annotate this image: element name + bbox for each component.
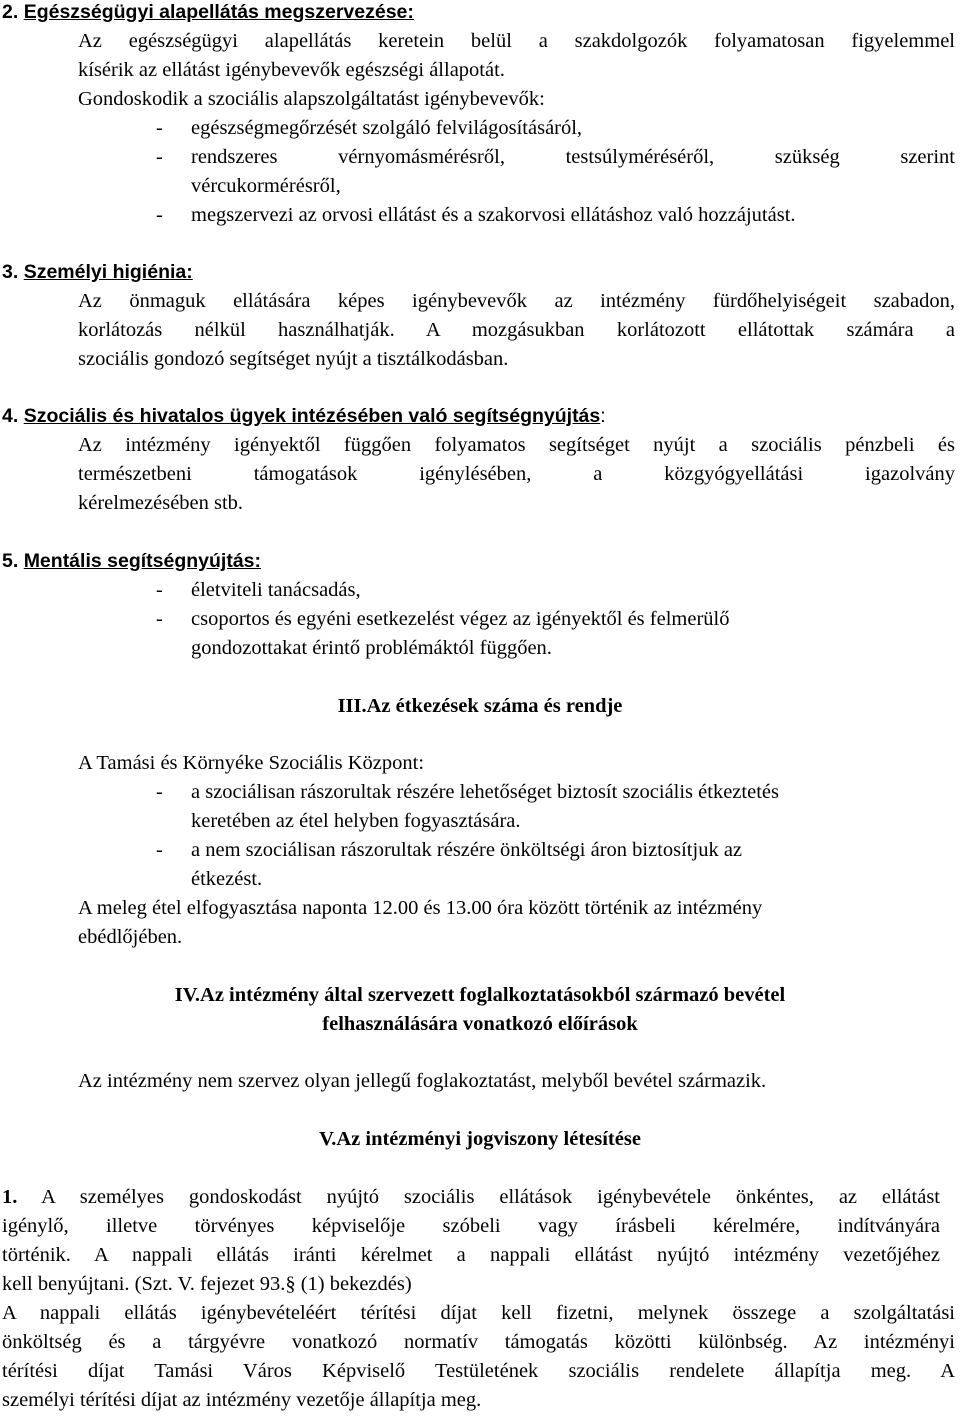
bullet-text: keretében az étel helyben fogyasztására. <box>191 810 521 832</box>
item-number: 1. <box>2 1186 18 1208</box>
section-title: Egészségügyi alapellátás megszervezése: <box>23 1 414 23</box>
bullet-dash: - <box>156 781 163 803</box>
section-title: Személyi higiénia: <box>23 261 193 283</box>
chapter-5-title: V.Az intézményi jogviszony létesítése <box>319 1128 641 1150</box>
paragraph-line: Az önmaguk ellátására képes igénybevevők az intézmény fürdőhelyiségeit szabadon, <box>78 290 955 312</box>
bullet-text: életviteli tanácsadás, <box>191 579 361 601</box>
paragraph-line: természetbeni támogatások igénylésében, a közgyógyellátási igazolvány <box>78 463 955 485</box>
section-title: Mentális segítségnyújtás: <box>23 550 262 572</box>
bullet-dash: - <box>156 579 163 601</box>
paragraph-line: kell benyújtani. (Szt. V. fejezet 93.§ (1) bekezdés) <box>2 1273 412 1295</box>
paragraph-line: A nappali ellátás igénybevételéért térítési díjat kell fizetni, melynek összege a szolgáltatási <box>2 1302 955 1324</box>
paragraph-line: kísérik az ellátást igénybevevők egészségi állapotát. <box>78 59 505 81</box>
section-number: 2. <box>2 1 19 23</box>
bullet-text: csoportos és egyéni esetkezelést végez az igényektől és felmerülő <box>191 608 730 630</box>
chapter-4-title: IV.Az intézmény által szervezett foglalkoztatásokból származó bevétel <box>174 984 786 1006</box>
section-title: Szociális és hivatalos ügyek intézésében való segítségnyújtás <box>23 405 601 427</box>
paragraph-line: önköltség és a tárgyévre vonatkozó normatív támogatás közötti különbség. Az intézményi <box>2 1331 955 1353</box>
paragraph-line: kérelmezésében stb. <box>78 492 244 514</box>
paragraph-line: térítési díjat Tamási Város Képviselő Testületének szociális rendelete állapítja meg. A <box>2 1360 955 1382</box>
paragraph-line: ebédlőjében. <box>78 926 183 948</box>
paragraph-line: Gondoskodik a szociális alapszolgáltatást igénybevevők: <box>78 88 545 110</box>
heading-colon: : <box>600 405 606 427</box>
bullet-dash: - <box>156 608 163 630</box>
paragraph-line: igénylő, illetve törvényes képviselője szóbeli vagy írásbeli kérelmére, indítványára <box>2 1215 940 1237</box>
paragraph-line: Az intézmény nem szervez olyan jellegű foglakoztatást, melyből bevétel származik. <box>78 1070 767 1092</box>
paragraph-line: történik. A nappali ellátás iránti kérelmet a nappali ellátást nyújtó intézmény vezetőjéhez <box>2 1244 940 1266</box>
bullet-dash: - <box>156 117 163 139</box>
section-2-heading <box>2 0 414 27</box>
section-number: 4. <box>2 405 19 427</box>
paragraph-line: korlátozás nélkül használhatják. A mozgásukban korlátozott ellátottak számára a <box>78 319 955 341</box>
bullet-dash: - <box>156 204 163 226</box>
bullet-text: megszervezi az orvosi ellátást és a szakorvosi ellátáshoz való hozzájutást. <box>191 204 796 226</box>
bullet-text: gondozottakat érintő problémáktól függően. <box>191 637 552 659</box>
bullet-text: étkezést. <box>191 868 263 890</box>
section-number: 5. <box>2 550 19 572</box>
paragraph-line: személyi térítési díjat az intézmény vezetője állapítja meg. <box>2 1389 482 1411</box>
bullet-text: egészségmegőrzését szolgáló felvilágosításáról, <box>191 117 583 139</box>
item-text: A személyes gondoskodást nyújtó szociális ellátások igénybevétele önkéntes, az ellátást <box>17 1186 940 1208</box>
paragraph-line: szociális gondozó segítséget nyújt a tisztálkodásban. <box>78 348 509 370</box>
bullet-text: a szociálisan rászorultak részére lehetőséget biztosít szociális étkeztetés <box>191 781 779 803</box>
bullet-text: rendszeres vérnyomásmérésről, testsúlyméréséről, szükség szerint <box>191 146 955 168</box>
section-5-heading <box>2 547 261 576</box>
section-number: 3. <box>2 261 19 283</box>
paragraph-line: Az egészségügyi alapellátás keretein belül a szakdolgozók folyamatosan figyelemmel <box>78 30 955 52</box>
paragraph-line: A Tamási és Környéke Szociális Központ: <box>78 752 425 774</box>
bullet-text: vércukormérésről, <box>191 175 341 197</box>
bullet-dash: - <box>156 839 163 861</box>
paragraph-line: Az intézmény igényektől függően folyamatos segítséget nyújt a szociális pénzbeli és <box>78 434 955 456</box>
section-4-heading <box>2 402 606 431</box>
paragraph-line <box>2 1183 940 1212</box>
chapter-3-title: III.Az étkezések száma és rendje <box>337 695 623 717</box>
bullet-text: a nem szociálisan rászorultak részére önköltségi áron biztosítjuk az <box>191 839 743 861</box>
bullet-dash: - <box>156 146 163 168</box>
section-3-heading <box>2 258 193 287</box>
chapter-4-title: felhasználására vonatkozó előírások <box>322 1013 638 1035</box>
paragraph-line: A meleg étel elfogyasztása naponta 12.00 és 13.00 óra között történik az intézmény <box>78 897 763 919</box>
